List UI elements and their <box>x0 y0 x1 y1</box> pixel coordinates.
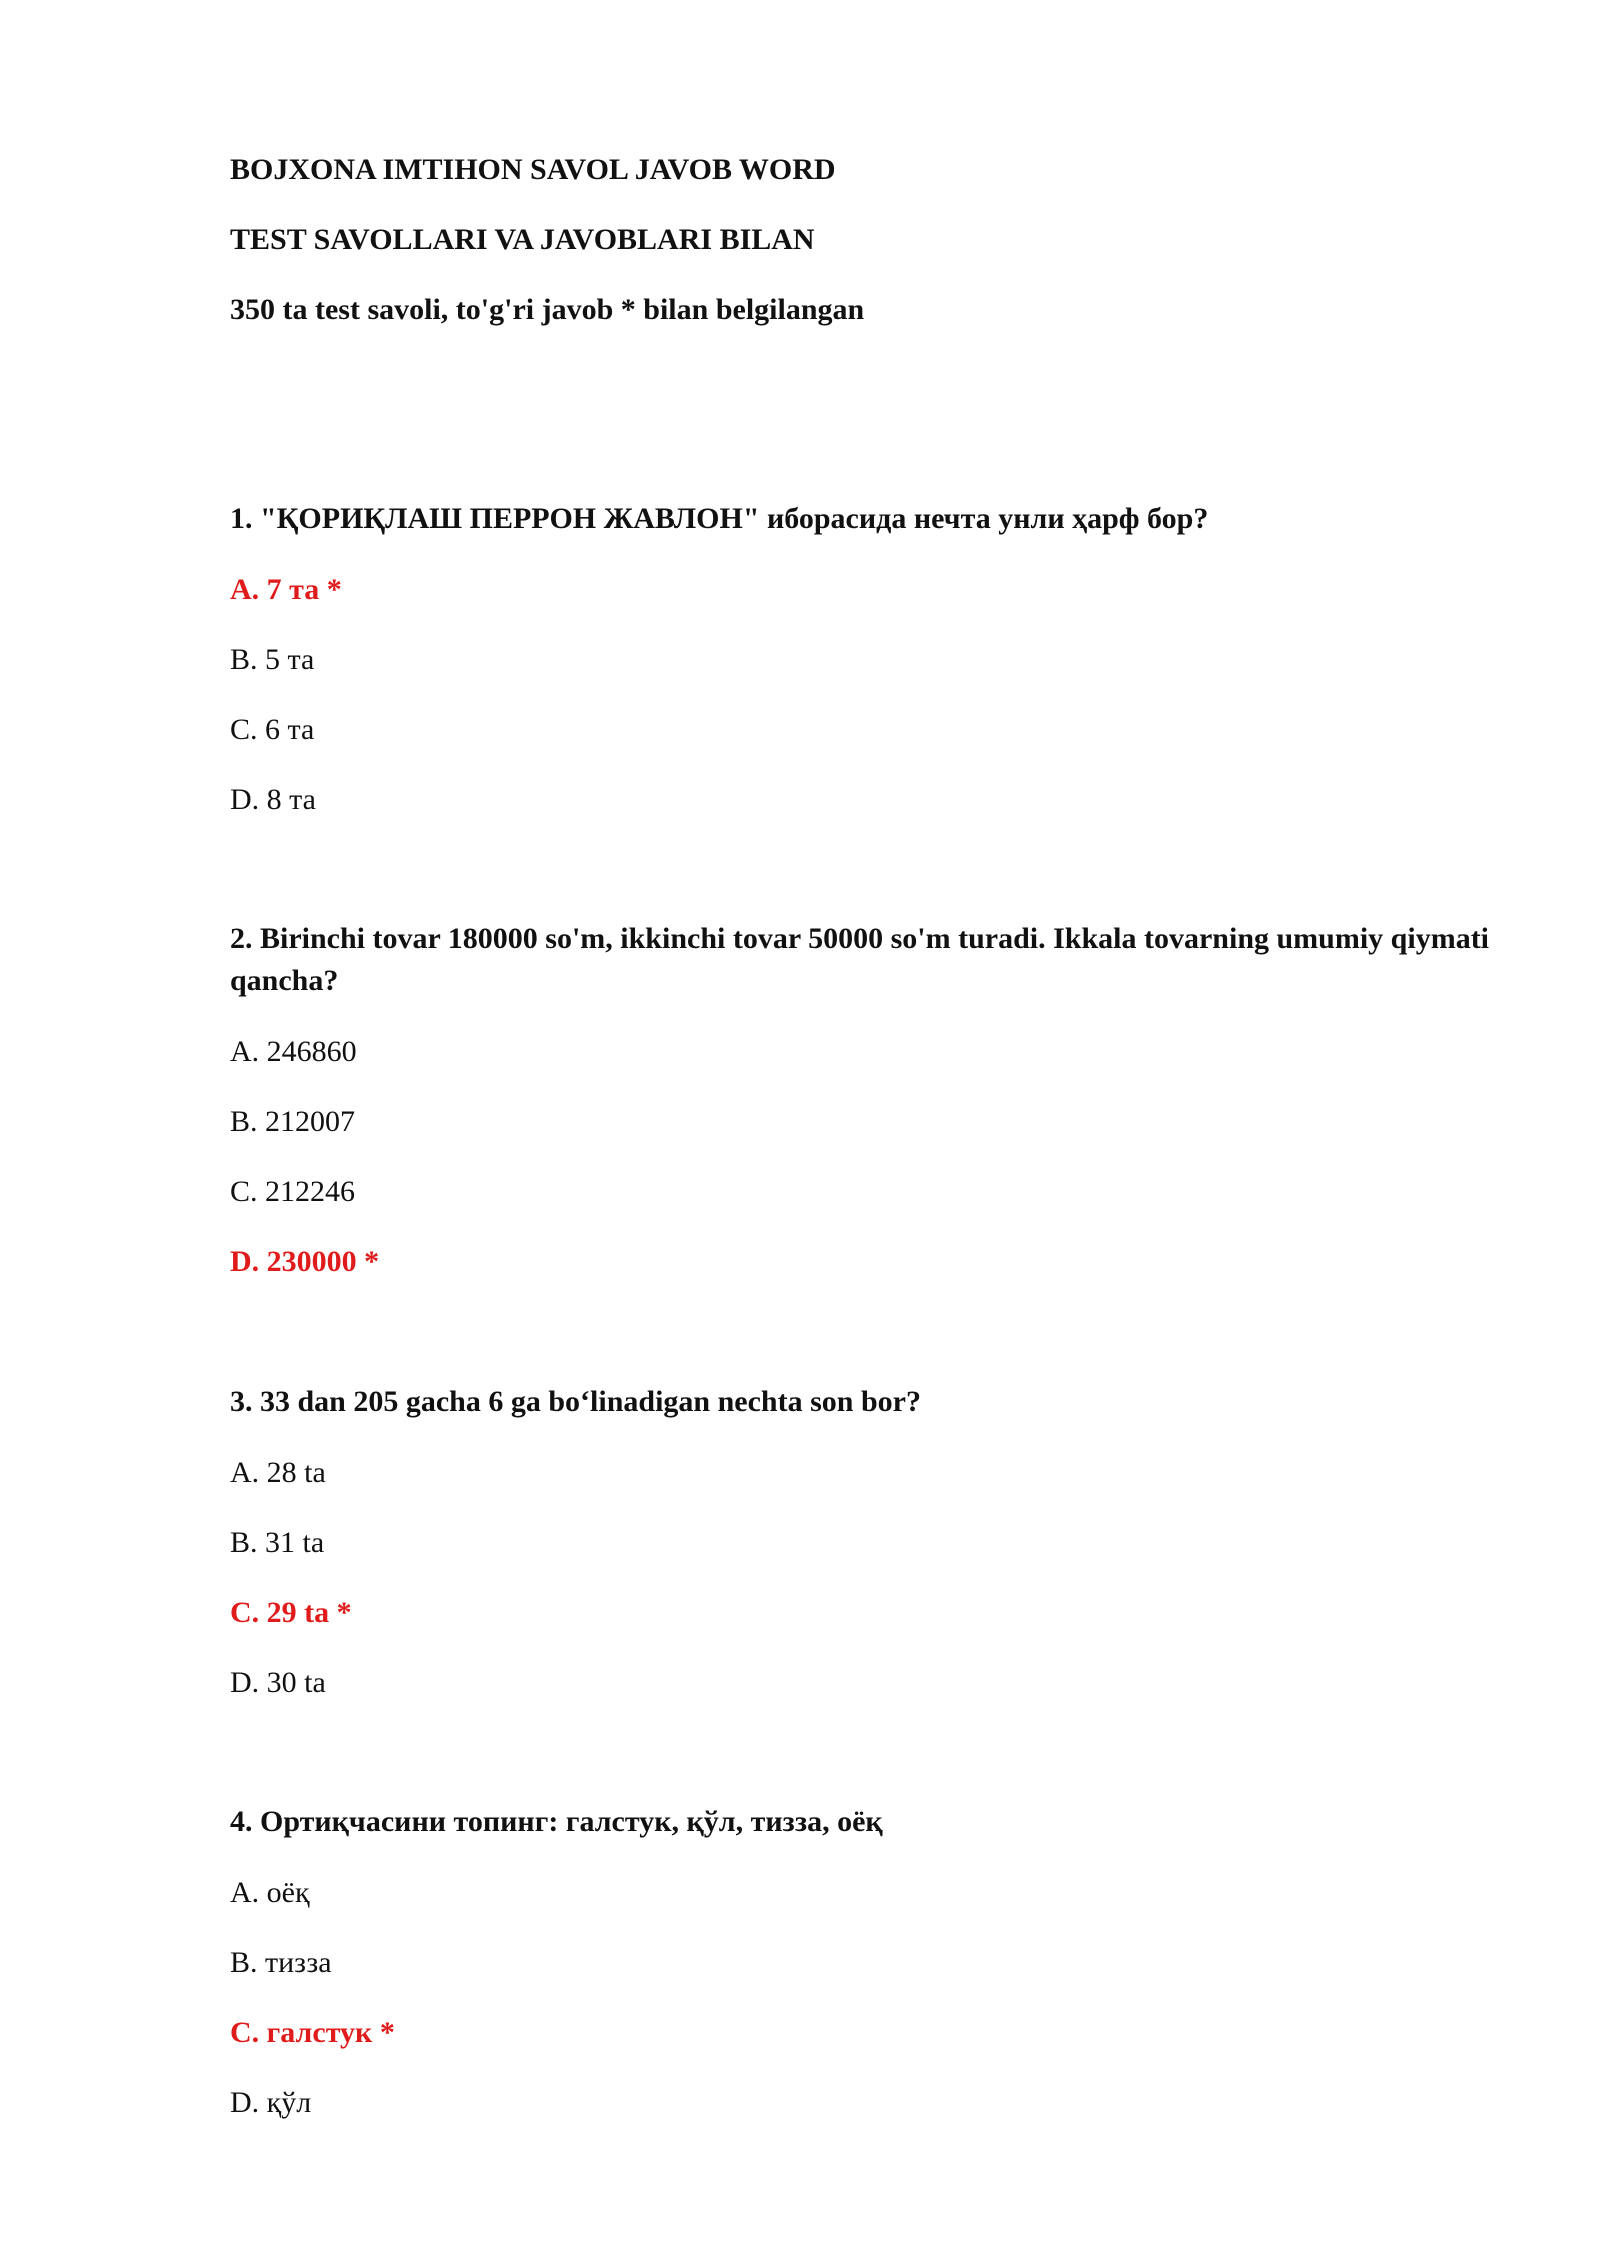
question-1-text: 1. "ҚОРИҚЛАШ ПЕРРОН ЖАВЛОН" иборасида нечта унли ҳарф бор? <box>230 502 1209 535</box>
question-3-option-d: D. 30 ta <box>230 1666 326 1699</box>
question-3-option-c: C. 29 ta * <box>230 1596 352 1629</box>
question-2-option-b: B. 212007 <box>230 1105 356 1138</box>
question-1-option-b: B. 5 та <box>230 643 315 676</box>
question-2-option-d: D. 230000 * <box>230 1245 380 1278</box>
question-3-text: 3. 33 dan 205 gacha 6 ga bo‘linadigan nechta son bor? <box>230 1385 921 1418</box>
question-4-option-b: B. тизза <box>230 1946 332 1979</box>
question-2-option-c: C. 212246 <box>230 1175 356 1208</box>
question-1-option-d: D. 8 та <box>230 783 316 816</box>
question-4-option-d: D. қўл <box>230 2086 312 2119</box>
question-2-option-a: A. 246860 <box>230 1035 357 1068</box>
question-4-option-c: C. галстук * <box>230 2016 395 2049</box>
question-4-option-a: A. оёқ <box>230 1876 310 1909</box>
document-title: BOJXONA IMTIHON SAVOL JAVOB WORD <box>230 153 836 186</box>
document-note: 350 ta test savoli, to'g'ri javob * bilan belgilangan <box>230 293 865 326</box>
document-subtitle: TEST SAVOLLARI VA JAVOBLARI BILAN <box>230 223 815 256</box>
question-2-text: 2. Birinchi tovar 180000 so'm, ikkinchi tovar 50000 so'm turadi. Ikkala tovarning umumiy qiymati qancha? <box>230 922 1490 997</box>
question-3-option-a: A. 28 ta <box>230 1456 326 1489</box>
question-3-option-b: B. 31 ta <box>230 1526 325 1559</box>
question-4-text: 4. Ортиқчасини топинг: галстук, қўл, тизза, оёқ <box>230 1805 883 1838</box>
question-1-option-c: C. 6 та <box>230 713 315 746</box>
question-1-option-a: A. 7 та * <box>230 573 342 606</box>
